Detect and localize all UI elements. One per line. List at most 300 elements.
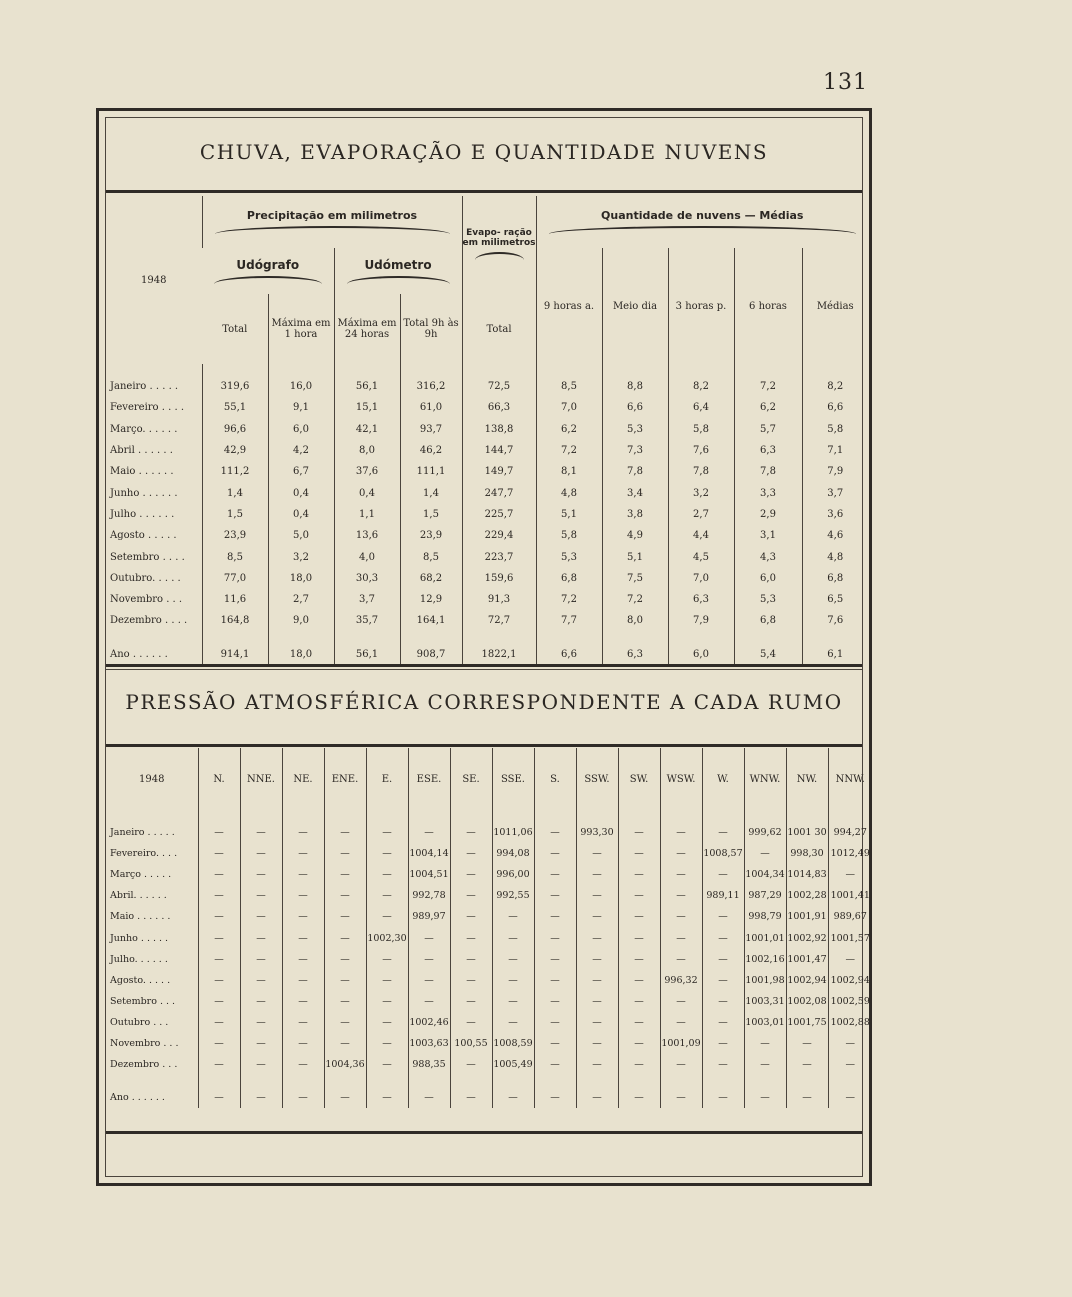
table-cell: 138,8 — [462, 419, 536, 440]
table-cell: — — [282, 1033, 324, 1054]
table-cell: — — [618, 906, 660, 927]
table-cell: — — [660, 843, 702, 864]
month-label: Outubro . . . — [110, 1016, 169, 1028]
table-cell: — — [240, 1012, 282, 1033]
table-cell: — — [450, 864, 492, 885]
table-cell: 4,8 — [802, 546, 868, 567]
table-cell: 6,8 — [802, 568, 868, 589]
table-cell: 6,0 — [734, 568, 802, 589]
table-cell: 1001,47 — [786, 949, 828, 970]
table-cell: — — [702, 1054, 744, 1075]
table-cell: 1003,63 — [408, 1033, 450, 1054]
table-cell: 8,2 — [668, 376, 734, 397]
table-cell: 1001,57 — [828, 927, 872, 948]
evaporation-header: Evapo- ração em milimetros — [462, 196, 536, 294]
table-cell: — — [408, 949, 450, 970]
table-row — [106, 1033, 872, 1054]
direction-header: SW. — [618, 748, 660, 810]
table-cell: 7,7 — [536, 610, 602, 631]
table-cell: 1822,1 — [462, 644, 536, 665]
table-cell: 11,6 — [202, 589, 268, 610]
direction-header: E. — [366, 748, 408, 810]
page-number: 131 — [823, 70, 868, 95]
month-label: Janeiro . . . . . — [110, 381, 179, 393]
table-row — [106, 1054, 872, 1075]
table-cell: — — [450, 885, 492, 906]
table-row — [106, 461, 868, 482]
table-cell: 1002,08 — [786, 991, 828, 1012]
table-cell: 1,4 — [202, 482, 268, 503]
table-cell: — — [618, 927, 660, 948]
table-cell: 1002,92 — [786, 927, 828, 948]
table-cell: — — [240, 864, 282, 885]
direction-header: WNW. — [744, 748, 786, 810]
table-row — [106, 440, 868, 461]
table-cell: 6,8 — [734, 610, 802, 631]
table-cell: 3,2 — [668, 482, 734, 503]
table-cell: 7,5 — [602, 568, 668, 589]
table-cell: 15,1 — [334, 397, 400, 418]
table-cell: 8,5 — [536, 376, 602, 397]
precipitation-header: Precipitação em milimetros — [202, 196, 462, 248]
table-cell: — — [618, 864, 660, 885]
table-cell: 7,6 — [802, 610, 868, 631]
table-cell: — — [534, 991, 576, 1012]
table-cell: — — [576, 991, 618, 1012]
table-cell: 996,32 — [660, 970, 702, 991]
table-cell: — — [282, 1054, 324, 1075]
table-cell: 12,9 — [400, 589, 462, 610]
col-header: Médias — [802, 248, 868, 364]
col-header: Total — [222, 323, 248, 335]
table-cell: — — [450, 1012, 492, 1033]
table-cell: 4,9 — [602, 525, 668, 546]
table-cell: — — [324, 843, 366, 864]
table-row — [106, 525, 868, 546]
table-cell: 4,0 — [334, 546, 400, 567]
table-cell: — — [198, 864, 240, 885]
table-cell: — — [240, 927, 282, 948]
table-cell: 987,29 — [744, 885, 786, 906]
table-cell: — — [408, 970, 450, 991]
month-label: Maio . . . . . . — [110, 911, 171, 923]
col-header: Total — [462, 294, 536, 364]
table-cell: 72,7 — [462, 610, 536, 631]
table-cell: 35,7 — [334, 610, 400, 631]
col-header: Máxima em 24 horas — [334, 294, 400, 364]
table-cell: 111,2 — [202, 461, 268, 482]
table-cell: 1002,30 — [366, 927, 408, 948]
direction-header: ESE. — [408, 748, 450, 810]
table-cell: — — [618, 970, 660, 991]
table-cell: — — [576, 949, 618, 970]
table-cell: — — [366, 843, 408, 864]
table-cell: 989,11 — [702, 885, 744, 906]
table-cell: — — [366, 991, 408, 1012]
table-cell: 6,6 — [602, 397, 668, 418]
table-cell: 8,8 — [602, 376, 668, 397]
table-cell: 3,8 — [602, 504, 668, 525]
table-cell: 6,6 — [802, 397, 868, 418]
table-cell: 5,8 — [802, 419, 868, 440]
table-cell: — — [366, 906, 408, 927]
month-label: Setembro . . . . — [110, 551, 185, 563]
table-cell: — — [282, 991, 324, 1012]
table-cell: — — [198, 1033, 240, 1054]
table-cell: — — [492, 970, 534, 991]
table-cell: 164,1 — [400, 610, 462, 631]
table-cell: 0,4 — [268, 504, 334, 525]
col-header: 3 horas p. — [668, 248, 734, 364]
table-cell: 1002,88 — [828, 1012, 872, 1033]
table-cell: 1001 30 — [786, 822, 828, 843]
pressure-title: PRESSÃO ATMOSFÉRICA CORRESPONDENTE A CADA RUMO — [125, 690, 843, 714]
table-row — [106, 927, 872, 948]
table-cell: — — [786, 1033, 828, 1054]
table-cell: — — [240, 970, 282, 991]
table-cell: 6,3 — [668, 589, 734, 610]
table-cell: — — [492, 927, 534, 948]
table-cell: — — [534, 1012, 576, 1033]
table-cell: 5,4 — [734, 644, 802, 665]
table-cell: 994,27 — [828, 822, 872, 843]
table-cell: — — [324, 927, 366, 948]
table-cell: — — [618, 1033, 660, 1054]
table-cell: 91,3 — [462, 589, 536, 610]
spacer-row — [106, 810, 872, 822]
table-cell: — — [534, 822, 576, 843]
table-cell: 4,5 — [668, 546, 734, 567]
direction-header: NNE. — [240, 748, 282, 810]
table-cell: 908,7 — [400, 644, 462, 665]
table-cell: — — [198, 927, 240, 948]
table-cell: 18,0 — [268, 644, 334, 665]
direction-header: WSW. — [660, 748, 702, 810]
month-label: Agosto . . . . . — [110, 530, 177, 542]
annual-row — [106, 644, 868, 665]
table-cell: — — [450, 991, 492, 1012]
table-cell: 1004,36 — [324, 1054, 366, 1075]
table-cell: 989,67 — [828, 906, 872, 927]
table-cell: — — [576, 843, 618, 864]
table-cell: 6,5 — [802, 589, 868, 610]
table-row — [106, 568, 868, 589]
table-cell: 7,2 — [536, 440, 602, 461]
table-cell: — — [450, 1054, 492, 1075]
table-cell: 998,30 — [786, 843, 828, 864]
table-cell: — — [366, 1087, 408, 1108]
table-cell: — — [198, 822, 240, 843]
table-cell: — — [198, 1054, 240, 1075]
table-cell: — — [744, 1033, 786, 1054]
table-cell: 998,79 — [744, 906, 786, 927]
table-cell: 5,8 — [536, 525, 602, 546]
table-cell: — — [366, 885, 408, 906]
table-row — [106, 822, 872, 843]
table-cell: 3,7 — [334, 589, 400, 610]
table-row — [106, 906, 872, 927]
month-label: Dezembro . . . . — [110, 615, 188, 627]
table-cell: — — [576, 1087, 618, 1108]
table-cell: 23,9 — [202, 525, 268, 546]
table-cell: — — [240, 906, 282, 927]
rain-title: CHUVA, EVAPORAÇÃO E QUANTIDADE NUVENS — [199, 140, 769, 164]
table-cell: 7,0 — [668, 568, 734, 589]
table-cell: — — [534, 1087, 576, 1108]
table-cell: 6,4 — [668, 397, 734, 418]
table-cell: 4,3 — [734, 546, 802, 567]
table-cell: 989,97 — [408, 906, 450, 927]
table-cell: 13,6 — [334, 525, 400, 546]
table-cell: 3,1 — [734, 525, 802, 546]
table-cell: — — [198, 1087, 240, 1108]
table-cell: 9,1 — [268, 397, 334, 418]
table-cell: — — [282, 885, 324, 906]
table-cell: 223,7 — [462, 546, 536, 567]
spacer-row — [106, 364, 868, 376]
year-header: 1948 — [141, 274, 167, 286]
table-cell: 5,3 — [536, 546, 602, 567]
month-label: Agosto. . . . . — [110, 974, 171, 986]
table-cell: — — [702, 949, 744, 970]
direction-header: ENE. — [324, 748, 366, 810]
table-cell: — — [282, 970, 324, 991]
table-cell: — — [828, 1033, 872, 1054]
table-cell: 1003,01 — [744, 1012, 786, 1033]
month-label: Novembro . . . — [110, 594, 183, 606]
table-cell: — — [282, 843, 324, 864]
table-cell: — — [702, 864, 744, 885]
table-cell: — — [576, 1033, 618, 1054]
table-cell: — — [240, 1054, 282, 1075]
table-cell: — — [366, 1033, 408, 1054]
month-label: Julho. . . . . . — [110, 953, 168, 965]
table-cell: — — [198, 906, 240, 927]
month-label: Outubro. . . . . — [110, 572, 181, 584]
table-cell: — — [534, 885, 576, 906]
table-row — [106, 610, 868, 631]
direction-header: SE. — [450, 748, 492, 810]
table-cell: — — [450, 822, 492, 843]
table-cell: 66,3 — [462, 397, 536, 418]
table-cell: — — [240, 822, 282, 843]
rule — [106, 664, 862, 667]
table-cell: — — [366, 1054, 408, 1075]
table-cell: 992,78 — [408, 885, 450, 906]
table-cell: 2,9 — [734, 504, 802, 525]
table-cell: — — [576, 906, 618, 927]
table-cell: — — [702, 970, 744, 991]
table-cell: — — [450, 927, 492, 948]
table-cell: — — [324, 970, 366, 991]
table-cell: — — [786, 1087, 828, 1108]
direction-header: N. — [198, 748, 240, 810]
table-row — [106, 970, 872, 991]
table-cell: 7,0 — [536, 397, 602, 418]
table-cell: 6,3 — [602, 644, 668, 665]
page-frame — [96, 108, 872, 1186]
table-cell: — — [534, 1033, 576, 1054]
table-cell: — — [534, 970, 576, 991]
table-row — [106, 1012, 872, 1033]
table-cell: 42,9 — [202, 440, 268, 461]
table-cell: 3,4 — [602, 482, 668, 503]
table-cell: — — [282, 906, 324, 927]
table-cell: 3,6 — [802, 504, 868, 525]
rain-table — [106, 196, 868, 665]
table-cell: 6,1 — [802, 644, 868, 665]
table-cell: — — [324, 1012, 366, 1033]
month-label: Abril. . . . . . — [110, 890, 167, 902]
table-cell: 9,0 — [268, 610, 334, 631]
table-cell: 229,4 — [462, 525, 536, 546]
table-cell: 7,9 — [668, 610, 734, 631]
spacer-row — [106, 1075, 872, 1087]
table-cell: 93,7 — [400, 419, 462, 440]
table-cell: — — [240, 885, 282, 906]
table-row — [106, 546, 868, 567]
pressure-table — [106, 748, 872, 1108]
table-row — [106, 397, 868, 418]
table-cell: — — [618, 822, 660, 843]
table-cell: — — [282, 864, 324, 885]
table-cell: 3,7 — [802, 482, 868, 503]
table-cell: — — [282, 949, 324, 970]
col-header: 6 horas — [734, 248, 802, 364]
udografo-header: Udógrafo — [202, 248, 334, 294]
table-cell: 6,3 — [734, 440, 802, 461]
table-cell: 2,7 — [268, 589, 334, 610]
table-cell: — — [408, 822, 450, 843]
udometro-header: Udómetro — [334, 248, 462, 294]
table-cell: 6,2 — [734, 397, 802, 418]
table-cell: — — [366, 1012, 408, 1033]
table-cell: 6,8 — [536, 568, 602, 589]
month-label: Junho . . . . . . — [110, 487, 178, 499]
month-label: Junho . . . . . — [110, 932, 169, 944]
table-cell: 46,2 — [400, 440, 462, 461]
table-cell: 96,6 — [202, 419, 268, 440]
table-cell: 7,2 — [602, 589, 668, 610]
table-cell: 316,2 — [400, 376, 462, 397]
table-row — [106, 843, 872, 864]
col-header: Meio dia — [602, 248, 668, 364]
table-cell: 6,0 — [268, 419, 334, 440]
table-cell: 7,2 — [734, 376, 802, 397]
table-cell: 77,0 — [202, 568, 268, 589]
table-cell: 164,8 — [202, 610, 268, 631]
table-cell: 144,7 — [462, 440, 536, 461]
table-cell: — — [282, 1087, 324, 1108]
table-cell: 6,2 — [536, 419, 602, 440]
table-cell: 1004,51 — [408, 864, 450, 885]
table-cell: — — [702, 1033, 744, 1054]
table-cell: 6,0 — [668, 644, 734, 665]
table-cell: 1004,14 — [408, 843, 450, 864]
table-cell: 55,1 — [202, 397, 268, 418]
table-cell: 4,2 — [268, 440, 334, 461]
direction-header: SSE. — [492, 748, 534, 810]
table-cell: 1002,28 — [786, 885, 828, 906]
table-row — [106, 589, 868, 610]
table-cell: — — [324, 1087, 366, 1108]
direction-header: NW. — [786, 748, 828, 810]
table-cell: 4,8 — [536, 482, 602, 503]
table-cell: 5,1 — [536, 504, 602, 525]
table-cell: 1012,49 — [828, 843, 872, 864]
table-cell: 8,0 — [334, 440, 400, 461]
month-label: Março. . . . . . — [110, 423, 178, 435]
table-cell: — — [534, 1054, 576, 1075]
table-cell: — — [618, 1087, 660, 1108]
table-cell: — — [240, 1033, 282, 1054]
table-cell: — — [198, 843, 240, 864]
table-cell: — — [240, 843, 282, 864]
table-cell: 8,1 — [536, 461, 602, 482]
table-cell: — — [282, 1012, 324, 1033]
direction-header: S. — [534, 748, 576, 810]
table-cell: 914,1 — [202, 644, 268, 665]
table-cell: 6,7 — [268, 461, 334, 482]
month-label: Novembro . . . — [110, 1037, 179, 1049]
table-cell: — — [660, 864, 702, 885]
table-cell: — — [198, 970, 240, 991]
table-cell: — — [660, 1087, 702, 1108]
table-cell: 319,6 — [202, 376, 268, 397]
table-cell: 8,5 — [202, 546, 268, 567]
table-cell: — — [450, 949, 492, 970]
table-row — [106, 482, 868, 503]
table-cell: — — [198, 949, 240, 970]
table-cell: 159,6 — [462, 568, 536, 589]
table-cell: — — [618, 1054, 660, 1075]
table-cell: 1001,09 — [660, 1033, 702, 1054]
table-cell: — — [618, 949, 660, 970]
table-cell: 7,9 — [802, 461, 868, 482]
table-cell: 992,55 — [492, 885, 534, 906]
table-cell: 247,7 — [462, 482, 536, 503]
table-cell: — — [534, 949, 576, 970]
table-cell: 1001,75 — [786, 1012, 828, 1033]
clouds-header: Quantidade de nuvens — Médias — [536, 196, 868, 248]
table-cell: — — [324, 822, 366, 843]
table-cell: — — [576, 864, 618, 885]
spacer-row — [106, 632, 868, 644]
table-cell: — — [702, 906, 744, 927]
table-cell: 1002,94 — [786, 970, 828, 991]
table-cell: 996,00 — [492, 864, 534, 885]
table-cell: — — [198, 885, 240, 906]
table-cell: 1002,59 — [828, 991, 872, 1012]
table-cell: — — [324, 1033, 366, 1054]
table-cell: — — [534, 906, 576, 927]
table-cell: 7,6 — [668, 440, 734, 461]
table-cell: 72,5 — [462, 376, 536, 397]
table-cell: 5,3 — [602, 419, 668, 440]
table-cell: 16,0 — [268, 376, 334, 397]
table-cell: — — [828, 949, 872, 970]
table-cell: 1005,49 — [492, 1054, 534, 1075]
month-label: Setembro . . . — [110, 995, 176, 1007]
table-cell: — — [366, 822, 408, 843]
table-cell: 3,3 — [734, 482, 802, 503]
table-cell: — — [450, 970, 492, 991]
rule — [106, 744, 862, 747]
table-cell: — — [492, 906, 534, 927]
table-cell: — — [324, 885, 366, 906]
table-row — [106, 419, 868, 440]
table-cell: 1002,16 — [744, 949, 786, 970]
